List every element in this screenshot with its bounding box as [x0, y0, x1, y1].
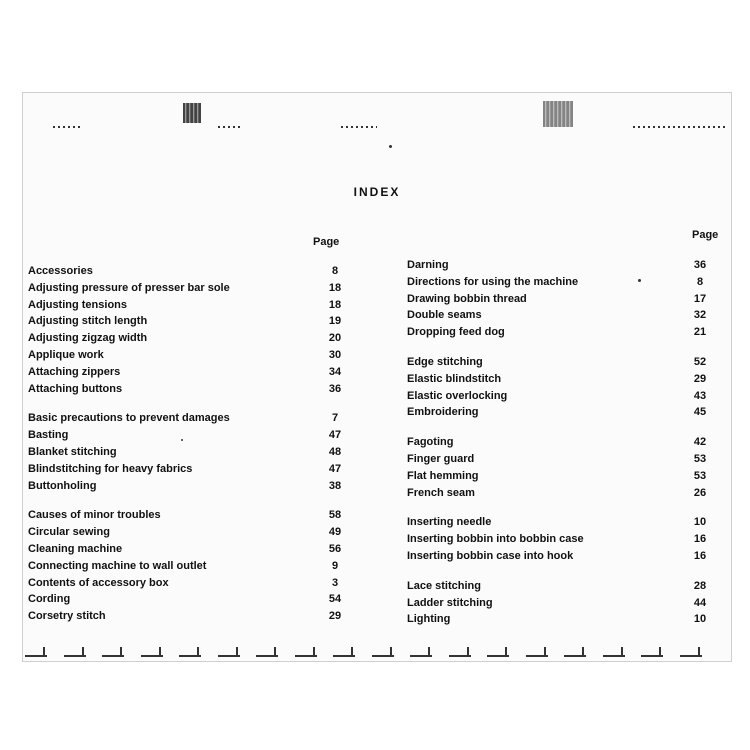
index-entry — [28, 478, 343, 495]
index-entry — [28, 591, 343, 608]
index-group — [407, 354, 722, 421]
page-title: INDEX — [353, 185, 401, 199]
index-entry-page: 17 — [693, 292, 707, 305]
binding-ring — [564, 645, 586, 657]
index-entry-label: Accessories — [28, 265, 93, 277]
index-entry-page: 36 — [693, 259, 707, 271]
index-entry-page: 58 — [328, 509, 342, 522]
binding-ring — [64, 645, 86, 657]
index-entry — [28, 507, 343, 524]
index-entry-page: 10 — [693, 516, 707, 529]
index-entry-page: 44 — [693, 596, 707, 609]
index-column-right — [407, 257, 722, 641]
index-entry-label: Embroidering — [407, 406, 479, 419]
scan-artifact — [218, 126, 240, 128]
index-entry-label: Blanket stitching — [28, 445, 117, 458]
index-entry-label: Elastic blindstitch — [407, 372, 502, 385]
index-entry — [28, 461, 343, 478]
index-entry-page: 26 — [693, 486, 707, 499]
index-entry — [407, 451, 722, 468]
index-entry-label: Adjusting tensions — [28, 298, 127, 311]
index-entry — [407, 388, 722, 405]
index-entry — [28, 575, 343, 592]
index-entry — [28, 364, 343, 381]
index-entry-label: Lace stitching — [407, 579, 481, 592]
index-entry-label: Circular sewing — [28, 526, 110, 539]
index-entry — [28, 410, 343, 427]
index-entry-page: 20 — [328, 332, 342, 345]
scan-artifact — [53, 126, 83, 128]
index-entry — [407, 578, 722, 595]
index-entry-label: Ladder stitching — [407, 596, 493, 609]
index-entry-page: 52 — [693, 355, 707, 368]
index-entry-page: 47 — [328, 462, 342, 475]
index-entry-page: 43 — [693, 389, 707, 402]
binding-ring — [410, 645, 432, 657]
index-entry-page: 45 — [693, 406, 707, 419]
binding-ring — [295, 645, 317, 657]
index-entry-label: Double seams — [407, 309, 482, 322]
index-group — [28, 410, 343, 494]
index-entry-page: 34 — [328, 365, 342, 378]
index-entry — [407, 274, 722, 291]
index-entry — [28, 444, 343, 461]
index-entry-page: 16 — [693, 533, 707, 546]
index-entry — [28, 263, 343, 280]
index-entry-page: 19 — [328, 315, 342, 328]
index-entry — [407, 485, 722, 502]
scan-artifact — [633, 126, 725, 128]
index-entry-label: Inserting bobbin into bobbin case — [407, 533, 584, 546]
binding-ring — [25, 645, 47, 657]
index-entry — [28, 427, 343, 444]
index-group — [407, 514, 722, 564]
index-entry — [28, 347, 343, 364]
index-entry-label: Attaching zippers — [28, 365, 121, 378]
index-entry — [407, 611, 722, 628]
scan-artifact — [543, 101, 573, 127]
index-entry-page: 36 — [328, 382, 342, 395]
index-entry-label: Adjusting zigzag width — [28, 332, 148, 345]
page-column-header-left: Page — [313, 236, 340, 248]
binding-ring — [372, 645, 394, 657]
index-entry-page: 21 — [693, 326, 707, 339]
index-entry-page: 10 — [693, 613, 707, 626]
page-column-header-right: Page — [692, 229, 719, 241]
index-entry-page: 8 — [696, 275, 704, 288]
index-entry — [407, 595, 722, 612]
index-entry-label: Lighting — [407, 613, 451, 626]
index-entry-page: 53 — [693, 452, 707, 465]
index-entry-page: 47 — [328, 429, 342, 442]
index-entry — [407, 531, 722, 548]
index-entry-label: Cleaning machine — [28, 542, 123, 555]
index-entry — [407, 434, 722, 451]
index-entry — [28, 524, 343, 541]
index-group — [407, 434, 722, 501]
index-entry-page: 18 — [328, 298, 342, 311]
index-entry-page: 18 — [328, 281, 342, 294]
index-entry-label: Flat hemming — [407, 469, 479, 482]
binding-ring — [526, 645, 548, 657]
index-entry — [28, 608, 343, 625]
index-entry — [407, 404, 722, 421]
binding-ring — [680, 645, 702, 657]
index-entry-page: 32 — [693, 309, 707, 322]
index-entry-label: Inserting needle — [407, 516, 492, 529]
index-entry-label: Darning — [407, 259, 449, 271]
index-entry — [28, 297, 343, 314]
index-group — [28, 263, 343, 397]
index-entry-page: 49 — [328, 526, 342, 539]
index-entry — [407, 291, 722, 308]
index-entry-label: Corsetry stitch — [28, 610, 106, 623]
index-entry-page: 8 — [331, 265, 339, 277]
index-entry-label: Dropping feed dog — [407, 326, 505, 339]
binding-ring — [141, 645, 163, 657]
index-entry — [28, 313, 343, 330]
binding-ring — [218, 645, 240, 657]
index-entry-label: Adjusting stitch length — [28, 315, 148, 328]
index-entry-label: Adjusting pressure of presser bar sole — [28, 281, 230, 294]
index-entry — [407, 324, 722, 341]
index-entry — [407, 548, 722, 565]
index-entry — [28, 330, 343, 347]
index-entry-page: 42 — [693, 436, 707, 449]
index-entry-label: Fagoting — [407, 436, 454, 449]
index-entry-page: 48 — [328, 445, 342, 458]
index-entry-page: 16 — [693, 549, 707, 562]
index-entry-label: Elastic overlocking — [407, 389, 508, 402]
index-entry-label: Cording — [28, 593, 71, 606]
index-entry-page: 28 — [693, 579, 707, 592]
binding-ring — [603, 645, 625, 657]
index-entry-label: Connecting machine to wall outlet — [28, 559, 207, 572]
scan-artifact — [183, 103, 201, 123]
index-entry-page: 30 — [328, 348, 342, 361]
index-entry-label: Drawing bobbin thread — [407, 292, 527, 305]
index-entry-label: Applique work — [28, 348, 104, 361]
index-entry-page: 38 — [328, 479, 342, 492]
index-entry-label: Causes of minor troubles — [28, 509, 161, 522]
binding-ring — [333, 645, 355, 657]
index-entry-label: Buttonholing — [28, 479, 97, 492]
index-entry-label: Basic precautions to prevent damages — [28, 412, 230, 425]
binding-ring — [102, 645, 124, 657]
index-entry-label: Directions for using the machine — [407, 275, 579, 288]
index-entry-page: 29 — [693, 372, 707, 385]
index-entry — [407, 514, 722, 531]
index-entry — [407, 354, 722, 371]
index-entry — [28, 541, 343, 558]
index-entry — [407, 257, 722, 274]
index-entry-label: Contents of accessory box — [28, 576, 169, 589]
spiral-binding — [23, 641, 731, 657]
index-entry-label: Edge stitching — [407, 355, 483, 368]
index-group — [407, 257, 722, 341]
index-group — [28, 507, 343, 625]
index-entry-label: Inserting bobbin case into hook — [407, 549, 574, 562]
index-group — [407, 578, 722, 628]
index-entry — [28, 558, 343, 575]
binding-ring — [641, 645, 663, 657]
index-entry-label: French seam — [407, 486, 475, 499]
binding-ring — [179, 645, 201, 657]
index-entry-label: Finger guard — [407, 452, 475, 465]
index-entry-label: Basting — [28, 429, 69, 442]
index-entry — [28, 280, 343, 297]
binding-ring — [487, 645, 509, 657]
index-entry — [407, 307, 722, 324]
index-entry-page: 54 — [328, 593, 342, 606]
binding-ring — [449, 645, 471, 657]
index-entry-label: Blindstitching for heavy fabrics — [28, 462, 193, 475]
binding-ring — [256, 645, 278, 657]
document-page — [22, 92, 732, 662]
scan-artifact — [341, 126, 377, 128]
index-entry-page: 7 — [331, 412, 339, 425]
index-entry — [407, 468, 722, 485]
index-entry-page: 3 — [331, 576, 339, 589]
index-entry — [407, 371, 722, 388]
scan-artifact — [389, 145, 392, 148]
index-entry-page: 9 — [331, 559, 339, 572]
index-entry-page: 53 — [693, 469, 707, 482]
index-entry-page: 29 — [328, 610, 342, 623]
index-entry-label: Attaching buttons — [28, 382, 123, 395]
index-entry — [28, 381, 343, 398]
index-entry-page: 56 — [328, 542, 342, 555]
index-column-left — [28, 263, 343, 638]
